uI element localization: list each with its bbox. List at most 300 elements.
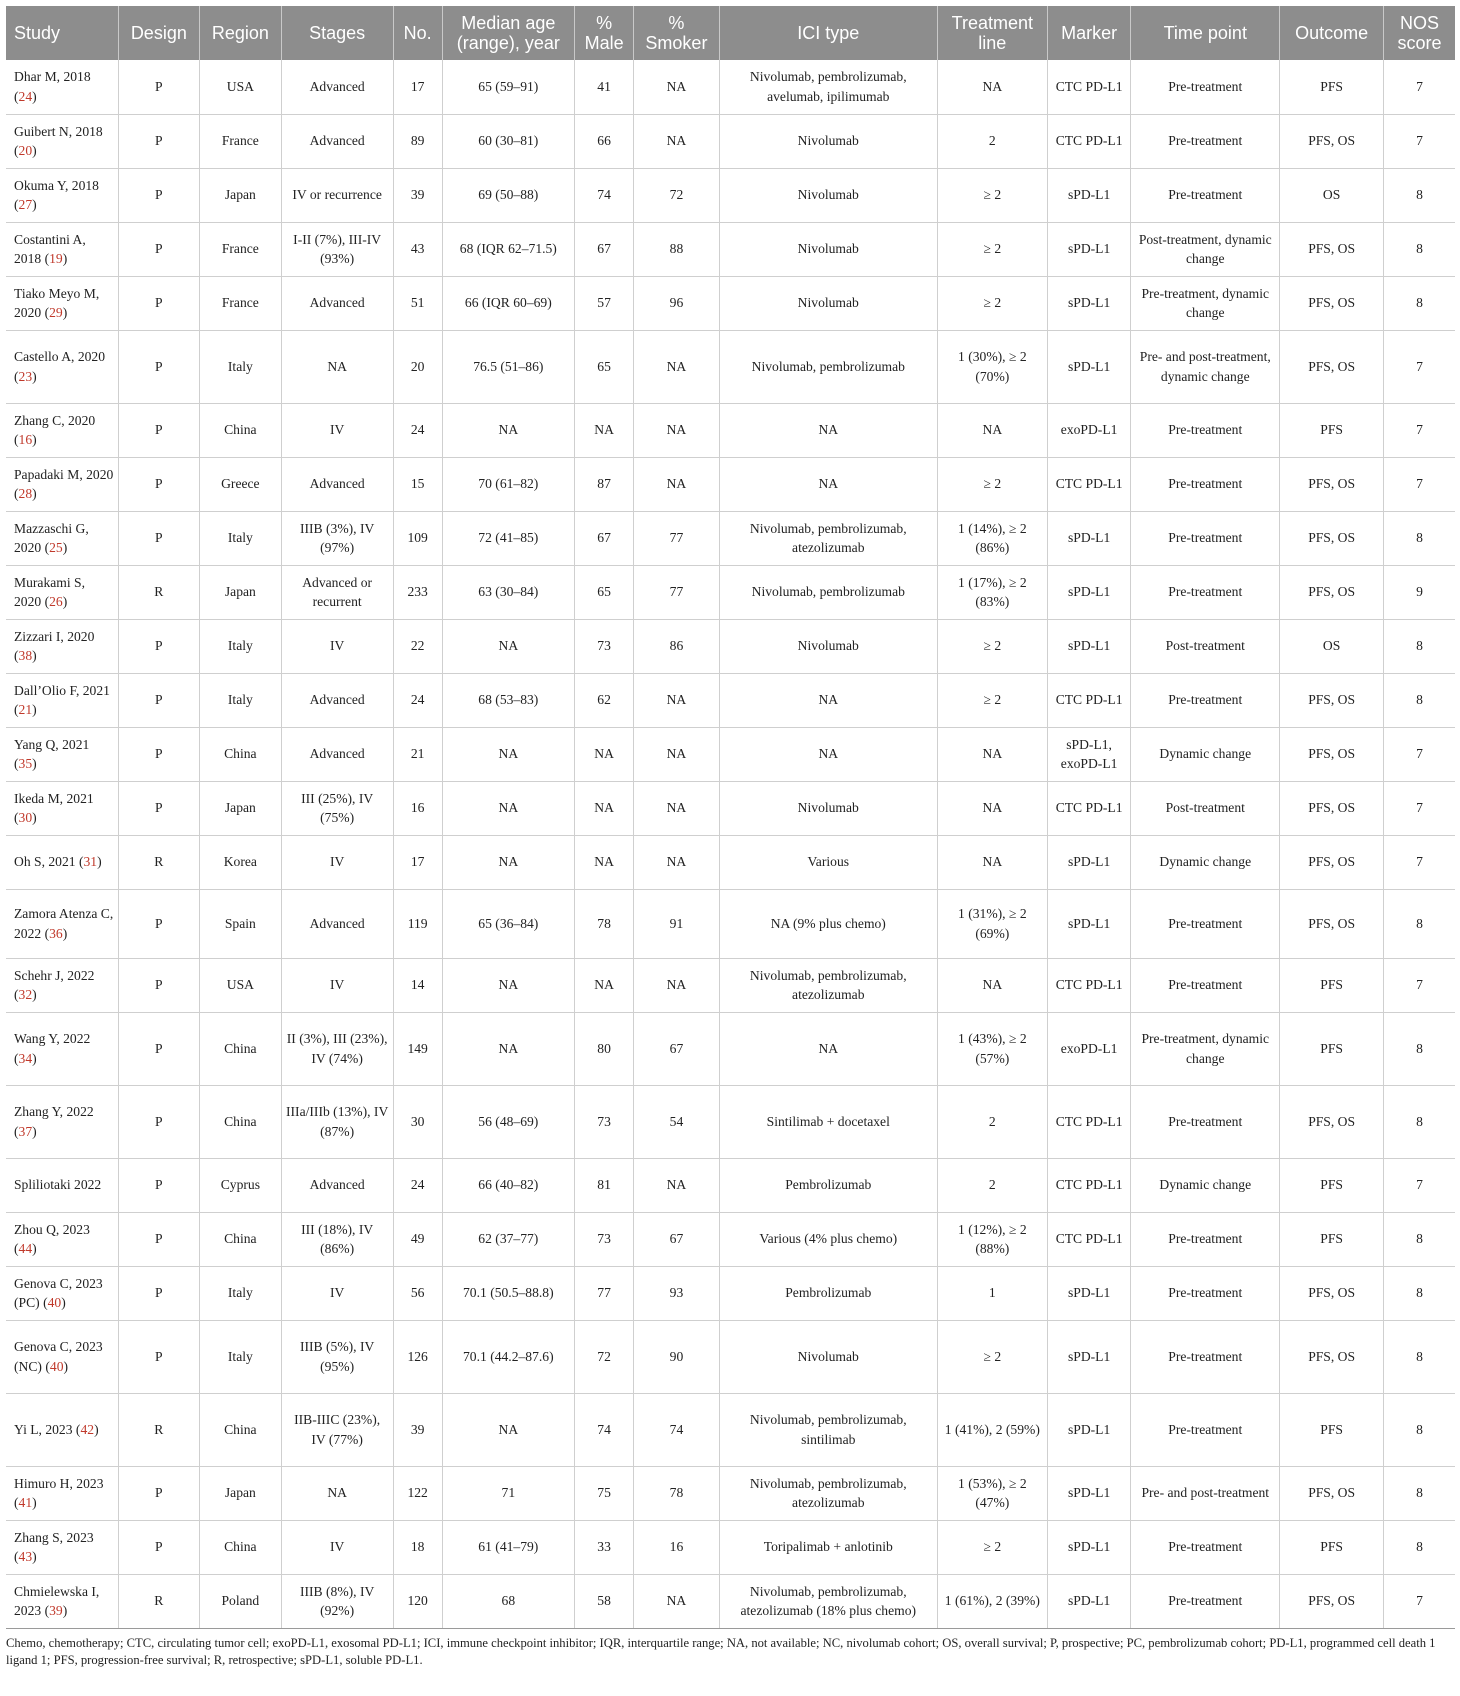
time-point-cell: Pre- and post-treatment, dynamic change (1131, 330, 1280, 403)
outcome-cell: PFS, OS (1280, 457, 1384, 511)
male-percent-cell: 65 (575, 565, 634, 619)
region-cell: China (200, 1212, 282, 1266)
median-age-cell: 65 (36–84) (442, 889, 574, 958)
treatment-line-cell: 2 (937, 114, 1047, 168)
nos-score-cell: 8 (1384, 673, 1455, 727)
time-point-cell: Pre-treatment (1131, 1520, 1280, 1574)
ici-type-cell: Nivolumab, pembrolizumab (719, 565, 937, 619)
median-age-cell: 63 (30–84) (442, 565, 574, 619)
outcome-cell: PFS, OS (1280, 1466, 1384, 1520)
stages-cell: Advanced or recurrent (281, 565, 393, 619)
sample-size-cell: 16 (393, 781, 442, 835)
reference-link[interactable]: 23 (18, 368, 33, 384)
nos-score-cell: 8 (1384, 1212, 1455, 1266)
region-cell: Italy (200, 1266, 282, 1320)
reference-link[interactable]: 40 (47, 1295, 62, 1310)
outcome-cell: PFS, OS (1280, 1266, 1384, 1320)
median-age-cell: NA (442, 958, 574, 1012)
treatment-line-cell: 1 (17%), ≥ 2 (83%) (937, 565, 1047, 619)
study-author: Guibert N, 2018 (14, 123, 103, 139)
table-footnote: Chemo, chemotherapy; CTC, circulating tumor cell; exoPD-L1, exosomal PD-L1; ICI, immune checkpoint inhibitor; IQR, interquartile range; NA, not available; NC, nivolumab cohort; OS, overall survival; P, prospective; PC, pembrolizumab cohort; PD-L1, programmed cell death 1 ligand 1; PFS, progression-free survival; R, retrospective; sPD-L1, soluble PD-L1. (6, 1635, 1436, 1667)
ici-type-cell: NA (719, 403, 937, 457)
table-row (6, 958, 1455, 1012)
study-cell: Costantini A, 2018 (19) (6, 222, 118, 276)
ici-type-cell: Nivolumab (719, 781, 937, 835)
male-percent-cell: 80 (575, 1012, 634, 1085)
header-number: No. (393, 6, 442, 60)
sample-size-cell: 24 (393, 673, 442, 727)
time-point-cell: Pre-treatment (1131, 114, 1280, 168)
design-cell: P (118, 403, 200, 457)
ici-type-cell: NA (719, 1012, 937, 1085)
sample-size-cell: 21 (393, 727, 442, 781)
male-percent-cell: 78 (575, 889, 634, 958)
stages-cell: IIB-IIIC (23%), IV (77%) (281, 1393, 393, 1466)
stages-cell: IIIB (5%), IV (95%) (281, 1320, 393, 1393)
outcome-cell: PFS, OS (1280, 222, 1384, 276)
nos-score-cell: 7 (1384, 403, 1455, 457)
treatment-line-cell: NA (937, 781, 1047, 835)
design-cell: P (118, 673, 200, 727)
marker-cell: sPD-L1 (1047, 1520, 1131, 1574)
table-row (6, 1393, 1455, 1466)
stages-cell: Advanced (281, 276, 393, 330)
time-point-cell: Pre-treatment (1131, 1085, 1280, 1158)
table-row (6, 114, 1455, 168)
study-cell: Yang Q, 2021 (35) (6, 727, 118, 781)
outcome-cell: PFS, OS (1280, 511, 1384, 565)
treatment-line-cell: 1 (31%), ≥ 2 (69%) (937, 889, 1047, 958)
treatment-line-cell: ≥ 2 (937, 1320, 1047, 1393)
study-author: Genova C, 2023 (NC) (14, 1339, 103, 1374)
design-cell: P (118, 727, 200, 781)
study-author: Dall’Olio F, 2021 (14, 682, 110, 698)
male-percent-cell: NA (575, 403, 634, 457)
study-cell: Schehr J, 2022 (32) (6, 958, 118, 1012)
ici-type-cell: Pembrolizumab (719, 1266, 937, 1320)
smoker-percent-cell: NA (634, 835, 720, 889)
reference-link[interactable]: 28 (18, 486, 33, 501)
male-percent-cell: 62 (575, 673, 634, 727)
nos-score-cell: 7 (1384, 1574, 1455, 1628)
marker-cell: exoPD-L1 (1047, 403, 1131, 457)
reference-link[interactable]: 43 (18, 1549, 33, 1564)
time-point-cell: Pre-treatment (1131, 958, 1280, 1012)
smoker-percent-cell: 67 (634, 1012, 720, 1085)
smoker-percent-cell: NA (634, 60, 720, 114)
outcome-cell: PFS (1280, 1012, 1384, 1085)
table-row (6, 835, 1455, 889)
marker-cell: CTC PD-L1 (1047, 673, 1131, 727)
male-percent-cell: 73 (575, 1212, 634, 1266)
sample-size-cell: 17 (393, 60, 442, 114)
time-point-cell: Pre- and post-treatment (1131, 1466, 1280, 1520)
time-point-cell: Post-treatment, dynamic change (1131, 222, 1280, 276)
design-cell: R (118, 1393, 200, 1466)
sample-size-cell: 89 (393, 114, 442, 168)
stages-cell: IV (281, 1266, 393, 1320)
median-age-cell: NA (442, 1012, 574, 1085)
study-author: Zhang Y, 2022 (14, 1104, 94, 1119)
design-cell: P (118, 60, 200, 114)
nos-score-cell: 7 (1384, 60, 1455, 114)
median-age-cell: 56 (48–69) (442, 1085, 574, 1158)
study-author: Ikeda M, 2021 (14, 790, 94, 806)
ici-type-cell: Nivolumab, pembrolizumab (719, 330, 937, 403)
ici-type-cell: Nivolumab, pembrolizumab, sintilimab (719, 1393, 937, 1466)
treatment-line-cell: ≥ 2 (937, 276, 1047, 330)
treatment-line-cell: 1 (53%), ≥ 2 (47%) (937, 1466, 1047, 1520)
reference-link[interactable]: 37 (18, 1123, 33, 1139)
region-cell: Japan (200, 168, 282, 222)
sample-size-cell: 24 (393, 403, 442, 457)
study-author: Wang Y, 2022 (14, 1031, 91, 1046)
smoker-percent-cell: NA (634, 958, 720, 1012)
stages-cell: Advanced (281, 60, 393, 114)
treatment-line-cell: NA (937, 958, 1047, 1012)
outcome-cell: PFS (1280, 60, 1384, 114)
outcome-cell: PFS, OS (1280, 114, 1384, 168)
region-cell: China (200, 1393, 282, 1466)
marker-cell: CTC PD-L1 (1047, 114, 1131, 168)
ici-type-cell: Various (719, 835, 937, 889)
outcome-cell: PFS, OS (1280, 781, 1384, 835)
male-percent-cell: 66 (575, 114, 634, 168)
study-cell (6, 1158, 118, 1212)
design-cell: R (118, 1574, 200, 1628)
marker-cell: CTC PD-L1 (1047, 781, 1131, 835)
ici-type-cell: Nivolumab, pembrolizumab, atezolizumab (18% plus chemo) (719, 1574, 937, 1628)
ici-type-cell: Nivolumab, pembrolizumab, atezolizumab (719, 958, 937, 1012)
region-cell: Greece (200, 457, 282, 511)
male-percent-cell: 41 (575, 60, 634, 114)
reference-link[interactable]: 36 (49, 925, 63, 941)
sample-size-cell: 126 (393, 1320, 442, 1393)
table-row (6, 1320, 1455, 1393)
male-percent-cell: 57 (575, 276, 634, 330)
region-cell: Italy (200, 673, 282, 727)
reference-link[interactable]: 19 (49, 251, 63, 266)
outcome-cell: PFS (1280, 403, 1384, 457)
region-cell: China (200, 403, 282, 457)
design-cell: P (118, 168, 200, 222)
outcome-cell: PFS (1280, 958, 1384, 1012)
treatment-line-cell: 1 (937, 1266, 1047, 1320)
nos-score-cell: 7 (1384, 835, 1455, 889)
study-author: Spliliotaki 2022 (14, 1177, 102, 1193)
study-author: Okuma Y, 2018 (14, 177, 99, 193)
marker-cell: sPD-L1 (1047, 1393, 1131, 1466)
table-row (6, 330, 1455, 403)
reference-link[interactable]: 42 (80, 1421, 95, 1437)
region-cell: Korea (200, 835, 282, 889)
ici-type-cell: NA (719, 727, 937, 781)
nos-score-cell: 8 (1384, 276, 1455, 330)
nos-score-cell: 8 (1384, 1320, 1455, 1393)
smoker-percent-cell: 67 (634, 1212, 720, 1266)
nos-score-cell: 8 (1384, 511, 1455, 565)
reference-link[interactable]: 16 (18, 432, 33, 447)
reference-link[interactable]: 26 (49, 594, 63, 609)
table-row (6, 889, 1455, 958)
marker-cell: sPD-L1, exoPD-L1 (1047, 727, 1131, 781)
reference-link[interactable]: 41 (18, 1495, 33, 1510)
region-cell: Japan (200, 565, 282, 619)
region-cell: USA (200, 60, 282, 114)
smoker-percent-cell: NA (634, 403, 720, 457)
reference-link[interactable]: 30 (18, 810, 33, 825)
treatment-line-cell: NA (937, 60, 1047, 114)
median-age-cell: 66 (40–82) (442, 1158, 574, 1212)
reference-link[interactable]: 21 (18, 702, 33, 717)
design-cell: P (118, 457, 200, 511)
table-header (6, 6, 1455, 60)
study-author: Yang Q, 2021 (14, 736, 90, 752)
reference-link[interactable]: 34 (18, 1050, 33, 1066)
stages-cell: II (3%), III (23%), IV (74%) (281, 1012, 393, 1085)
median-age-cell: 62 (37–77) (442, 1212, 574, 1266)
reference-link[interactable]: 35 (18, 756, 33, 771)
treatment-line-cell: ≥ 2 (937, 619, 1047, 673)
sample-size-cell: 30 (393, 1085, 442, 1158)
region-cell: China (200, 1520, 282, 1574)
outcome-cell: PFS, OS (1280, 889, 1384, 958)
design-cell: P (118, 511, 200, 565)
smoker-percent-cell: NA (634, 673, 720, 727)
design-cell: P (118, 781, 200, 835)
smoker-percent-cell: 88 (634, 222, 720, 276)
table-row (6, 619, 1455, 673)
study-cell: Zizzari I, 2020 (38) (6, 619, 118, 673)
reference-link[interactable]: 25 (49, 540, 63, 555)
stages-cell: IIIB (3%), IV (97%) (281, 511, 393, 565)
design-cell: P (118, 889, 200, 958)
stages-cell: I-II (7%), III-IV (93%) (281, 222, 393, 276)
stages-cell: Advanced (281, 673, 393, 727)
nos-score-cell: 8 (1384, 1393, 1455, 1466)
smoker-percent-cell: NA (634, 330, 720, 403)
header-smoker: % Smoker (634, 6, 720, 60)
table-row (6, 168, 1455, 222)
ici-type-cell: Toripalimab + anlotinib (719, 1520, 937, 1574)
region-cell: Italy (200, 511, 282, 565)
study-author: Zhou Q, 2023 (14, 1221, 90, 1237)
treatment-line-cell: 1 (61%), 2 (39%) (937, 1574, 1047, 1628)
marker-cell: sPD-L1 (1047, 889, 1131, 958)
study-cell: Zhang Y, 2022 (37) (6, 1085, 118, 1158)
table-row (6, 60, 1455, 114)
header-treatment-line: Treatment line (937, 6, 1047, 60)
nos-score-cell: 8 (1384, 1085, 1455, 1158)
study-author: Dhar M, 2018 (14, 69, 91, 85)
study-cell: Himuro H, 2023 (41) (6, 1466, 118, 1520)
smoker-percent-cell: 77 (634, 565, 720, 619)
time-point-cell: Dynamic change (1131, 727, 1280, 781)
marker-cell: sPD-L1 (1047, 565, 1131, 619)
region-cell: France (200, 276, 282, 330)
outcome-cell: PFS (1280, 1158, 1384, 1212)
nos-score-cell: 7 (1384, 958, 1455, 1012)
time-point-cell: Pre-treatment, dynamic change (1131, 276, 1280, 330)
reference-link[interactable]: 38 (18, 648, 33, 663)
male-percent-cell: NA (575, 727, 634, 781)
median-age-cell: 60 (30–81) (442, 114, 574, 168)
smoker-percent-cell: NA (634, 114, 720, 168)
reference-link[interactable]: 40 (49, 1358, 64, 1374)
table-row (6, 781, 1455, 835)
design-cell: P (118, 1320, 200, 1393)
header-marker: Marker (1047, 6, 1131, 60)
male-percent-cell: 77 (575, 1266, 634, 1320)
region-cell: Cyprus (200, 1158, 282, 1212)
region-cell: Italy (200, 330, 282, 403)
reference-link[interactable]: 39 (49, 1603, 63, 1618)
smoker-percent-cell: NA (634, 727, 720, 781)
time-point-cell: Dynamic change (1131, 1158, 1280, 1212)
nos-score-cell: 8 (1384, 619, 1455, 673)
ici-type-cell: NA (719, 457, 937, 511)
ici-type-cell: Nivolumab (719, 619, 937, 673)
male-percent-cell: 58 (575, 1574, 634, 1628)
reference-link[interactable]: 31 (83, 854, 98, 870)
study-author: Oh S, 2021 (14, 854, 76, 870)
region-cell: China (200, 1085, 282, 1158)
stages-cell: III (25%), IV (75%) (281, 781, 393, 835)
region-cell: Japan (200, 1466, 282, 1520)
table-row (6, 1212, 1455, 1266)
treatment-line-cell: ≥ 2 (937, 222, 1047, 276)
marker-cell: sPD-L1 (1047, 1466, 1131, 1520)
nos-score-cell: 7 (1384, 1158, 1455, 1212)
treatment-line-cell: ≥ 2 (937, 673, 1047, 727)
table-row (6, 1520, 1455, 1574)
smoker-percent-cell: NA (634, 1574, 720, 1628)
marker-cell: sPD-L1 (1047, 168, 1131, 222)
study-author: Zhang C, 2020 (14, 412, 96, 428)
design-cell: R (118, 835, 200, 889)
outcome-cell: PFS, OS (1280, 330, 1384, 403)
nos-score-cell: 8 (1384, 168, 1455, 222)
reference-link[interactable]: 24 (18, 88, 33, 104)
study-author: Schehr J, 2022 (14, 967, 95, 983)
male-percent-cell: 74 (575, 168, 634, 222)
median-age-cell: 70.1 (44.2–87.6) (442, 1320, 574, 1393)
nos-score-cell: 7 (1384, 727, 1455, 781)
median-age-cell: 72 (41–85) (442, 511, 574, 565)
sample-size-cell: 233 (393, 565, 442, 619)
marker-cell: sPD-L1 (1047, 835, 1131, 889)
median-age-cell: NA (442, 781, 574, 835)
time-point-cell: Pre-treatment (1131, 403, 1280, 457)
study-cell: Chmielewska I, 2023 (39) (6, 1574, 118, 1628)
smoker-percent-cell: NA (634, 781, 720, 835)
male-percent-cell: 72 (575, 1320, 634, 1393)
smoker-percent-cell: 16 (634, 1520, 720, 1574)
reference-link[interactable]: 44 (18, 1241, 33, 1256)
marker-cell: CTC PD-L1 (1047, 1085, 1131, 1158)
study-cell: Oh S, 2021 (31) (6, 835, 118, 889)
design-cell: P (118, 1158, 200, 1212)
treatment-line-cell: ≥ 2 (937, 1520, 1047, 1574)
time-point-cell: Pre-treatment (1131, 673, 1280, 727)
stages-cell: IV (281, 835, 393, 889)
male-percent-cell: NA (575, 781, 634, 835)
study-author: Chmielewska I, 2023 (14, 1583, 100, 1618)
reference-link[interactable]: 20 (18, 143, 33, 158)
median-age-cell: NA (442, 403, 574, 457)
ici-type-cell: Nivolumab, pembrolizumab, avelumab, ipilimumab (719, 60, 937, 114)
reference-link[interactable]: 27 (18, 197, 33, 212)
study-author: Himuro H, 2023 (14, 1475, 104, 1491)
marker-cell: CTC PD-L1 (1047, 60, 1131, 114)
region-cell: Poland (200, 1574, 282, 1628)
study-author: Zamora Atenza C, 2022 (14, 906, 114, 941)
outcome-cell: OS (1280, 168, 1384, 222)
marker-cell: sPD-L1 (1047, 1574, 1131, 1628)
region-cell: France (200, 114, 282, 168)
smoker-percent-cell: 86 (634, 619, 720, 673)
treatment-line-cell: NA (937, 727, 1047, 781)
smoker-percent-cell: 77 (634, 511, 720, 565)
treatment-line-cell: 1 (43%), ≥ 2 (57%) (937, 1012, 1047, 1085)
design-cell: P (118, 1520, 200, 1574)
treatment-line-cell: ≥ 2 (937, 457, 1047, 511)
stages-cell: NA (281, 330, 393, 403)
header-outcome: Outcome (1280, 6, 1384, 60)
smoker-percent-cell: NA (634, 457, 720, 511)
sample-size-cell: 149 (393, 1012, 442, 1085)
treatment-line-cell: 2 (937, 1158, 1047, 1212)
time-point-cell: Pre-treatment (1131, 565, 1280, 619)
table-row (6, 511, 1455, 565)
treatment-line-cell: 1 (14%), ≥ 2 (86%) (937, 511, 1047, 565)
study-author: Zizzari I, 2020 (14, 628, 95, 644)
smoker-percent-cell: 91 (634, 889, 720, 958)
time-point-cell: Pre-treatment, dynamic change (1131, 1012, 1280, 1085)
smoker-percent-cell: 96 (634, 276, 720, 330)
stages-cell: IIIB (8%), IV (92%) (281, 1574, 393, 1628)
median-age-cell: 71 (442, 1466, 574, 1520)
region-cell: China (200, 727, 282, 781)
region-cell: USA (200, 958, 282, 1012)
study-cell: Castello A, 2020 (23) (6, 330, 118, 403)
ici-type-cell: Nivolumab (719, 222, 937, 276)
male-percent-cell: 67 (575, 222, 634, 276)
study-cell: Papadaki M, 2020 (28) (6, 457, 118, 511)
sample-size-cell: 39 (393, 1393, 442, 1466)
time-point-cell: Pre-treatment (1131, 1266, 1280, 1320)
marker-cell: CTC PD-L1 (1047, 958, 1131, 1012)
header-median-age: Median age (range), year (442, 6, 574, 60)
study-cell: Yi L, 2023 (42) (6, 1393, 118, 1466)
treatment-line-cell: NA (937, 403, 1047, 457)
table-row (6, 565, 1455, 619)
study-cell: Zhang S, 2023 (43) (6, 1520, 118, 1574)
nos-score-cell: 7 (1384, 330, 1455, 403)
outcome-cell: PFS (1280, 1393, 1384, 1466)
reference-link[interactable]: 32 (18, 987, 33, 1002)
table-row (6, 1466, 1455, 1520)
median-age-cell: 76.5 (51–86) (442, 330, 574, 403)
outcome-cell: PFS, OS (1280, 673, 1384, 727)
design-cell: P (118, 330, 200, 403)
smoker-percent-cell: 78 (634, 1466, 720, 1520)
smoker-percent-cell: 54 (634, 1085, 720, 1158)
ici-type-cell: Nivolumab (719, 114, 937, 168)
outcome-cell: PFS (1280, 1212, 1384, 1266)
reference-link[interactable]: 29 (49, 305, 63, 320)
median-age-cell: 68 (442, 1574, 574, 1628)
